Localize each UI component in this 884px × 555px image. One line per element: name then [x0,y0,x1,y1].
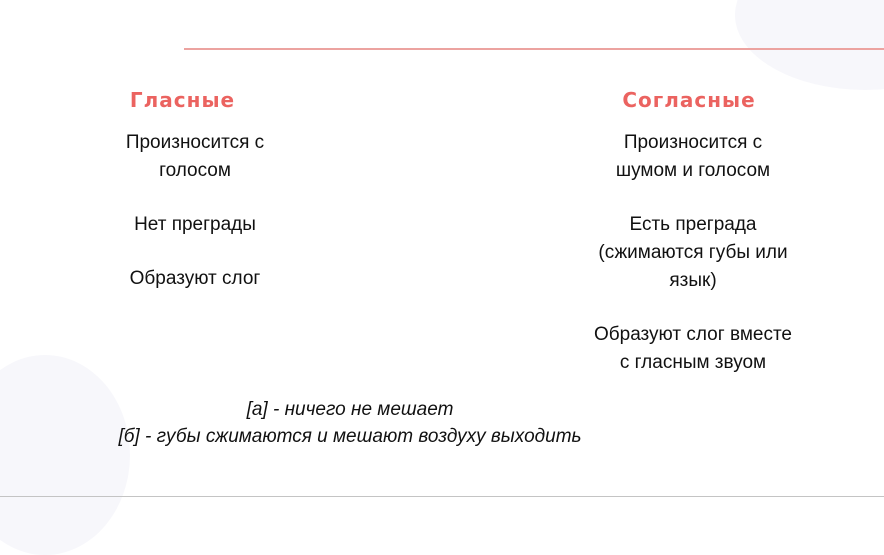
note-vowel-a: [а] - ничего не мешает [246,399,454,420]
decorative-blob-top [735,0,884,90]
vowels-item-no-barrier: Нет преграды [134,214,256,235]
note-consonant-b: [б] - губы сжимаются и мешают воздуху выходить [118,426,582,447]
vowels-item-syllable: Образуют слог [129,268,261,289]
consonants-item-noise: Произносится с шумом и голосом [615,132,771,181]
consonants-item-barrier: Есть преграда (сжимаются губы или язык) [598,214,788,291]
vowels-item-voice: Произносится с голосом [125,132,265,181]
vowels-heading: Гласные [129,88,236,112]
examples-notes [60,396,640,450]
consonants-column [577,87,809,403]
header-divider [184,48,884,50]
decorative-blob-bottom [0,355,130,555]
bottom-border [0,496,884,497]
consonants-item-syllable: Образуют слог вместе с гласным звуом [593,324,793,373]
consonants-heading: Согласные [622,88,756,112]
vowels-column [95,87,295,319]
